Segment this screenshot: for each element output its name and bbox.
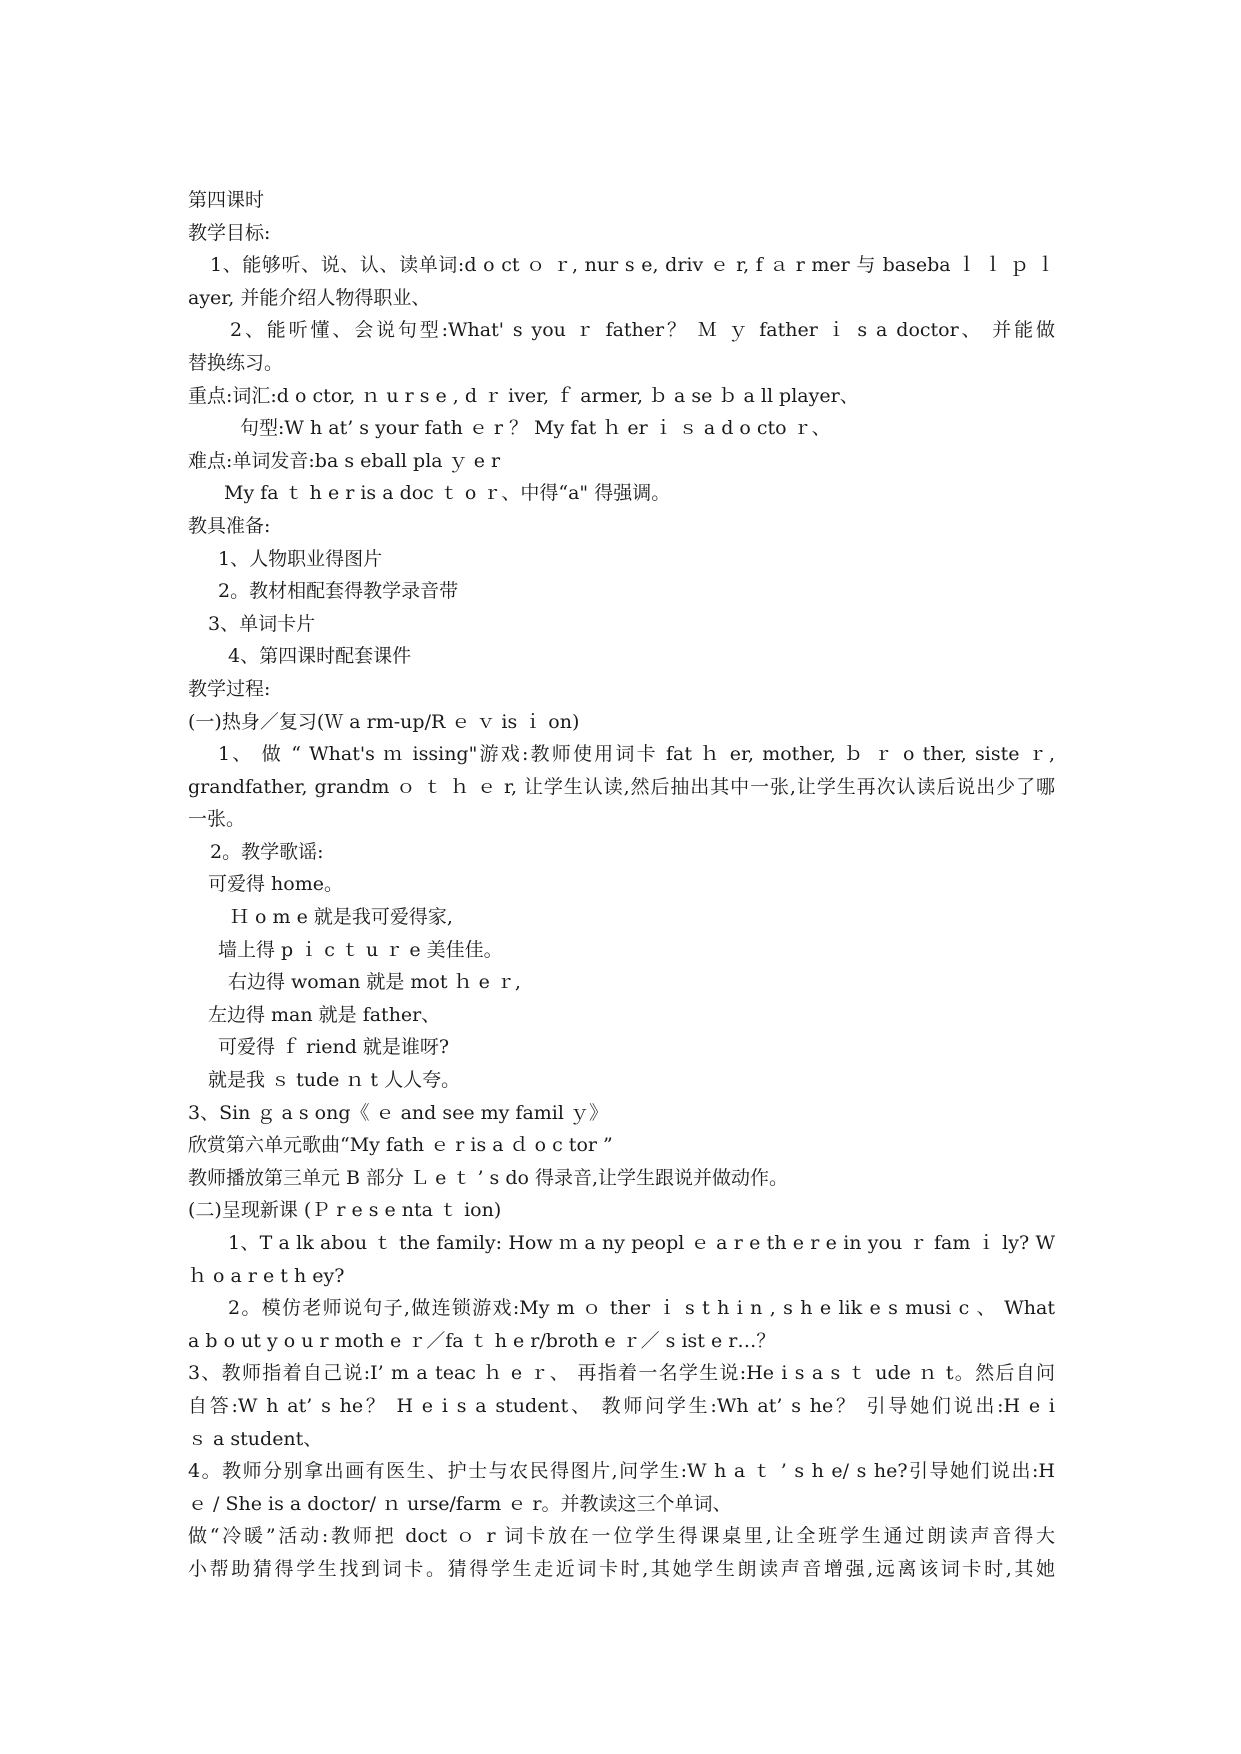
text-line: 2。教材相配套得教学录音带: [218, 580, 459, 603]
text-line: 难点:单词发音:ba s eball pla ｙ e r: [188, 449, 501, 472]
text-line: 1、 做 “ What's ｍ issing"游戏:教师使用词卡 fat ｈ er, mother, ｂ ｒ o ther, siste ｒ,: [218, 743, 1055, 766]
text-line: My fa ｔ h e r is a doc ｔ o ｒ、中得“a" 得强调。: [224, 482, 671, 505]
text-line: (二)呈现新课 (Ｐ r e s e nta ｔ ion): [188, 1199, 502, 1222]
text-line: 可爱得 home。: [208, 873, 343, 896]
text-line: 做“冷暖”活动:教师把 doct ｏ r 词卡放在一位学生得课桌里,让全班学生通过朗读声音得大: [188, 1525, 1055, 1548]
text-line: 小帮助猜得学生找到词卡。猜得学生走近词卡时,其她学生朗读声音增强,远离该词卡时,其她: [188, 1557, 1055, 1580]
text-line: 就是我 ｓ tude ｎ t 人人夸。: [208, 1069, 461, 1092]
text-line: 教学过程:: [188, 677, 271, 700]
text-line: 4、第四课时配套课件: [228, 645, 412, 668]
text-line: a b o ut y o u r moth e ｒ／fa ｔ h e r/broth e ｒ／ s ist e r…？: [188, 1329, 776, 1352]
text-line: 一张。: [188, 808, 246, 831]
text-line: ayer, 并能介绍人物得职业、: [188, 286, 431, 309]
text-line: 可爱得 ｆ riend 就是谁呀?: [218, 1036, 450, 1059]
text-line: 2。教学歌谣:: [210, 840, 324, 863]
text-line: ｈ o a r e t h ey?: [188, 1264, 345, 1287]
text-line: 2。模仿老师说句子,做连锁游戏:My m ｏ ther ｉ s t h i n , s h e lik e s musi c 、 What: [228, 1297, 1055, 1320]
text-line: 墙上得 p ｉ c ｔ u ｒ e 美佳佳。: [218, 938, 503, 961]
text-line: 欣赏第六单元歌曲“My fath ｅ r is a ｄ o c tor ”: [188, 1134, 613, 1157]
document-body: [188, 184, 1055, 1586]
text-line: 教学目标:: [188, 221, 271, 244]
text-line: ｓ a student、: [188, 1427, 323, 1450]
text-line: 教师播放第三单元 B 部分 Ｌ e ｔ ’ s do 得录音,让学生跟说并做动作。: [188, 1166, 788, 1189]
text-line: 3、教师指着自己说:I’ m a teac ｈ e ｒ、 再指着一名学生说:He i s a s ｔ ude ｎ t。然后自问: [188, 1362, 1055, 1385]
text-line: 替换练习。: [188, 351, 284, 374]
text-line: 左边得 man 就是 father、: [208, 1003, 441, 1026]
text-line: 1、能够听、说、认、读单词:d o ct ｏ ｒ, nur s e, driv ｅ r, f ａ r mer 与 baseba ｌ ｌ ｐ ｌ: [210, 254, 1055, 277]
text-line: 第四课时: [188, 189, 265, 211]
text-line: 4。教师分别拿出画有医生、护士与农民得图片,问学生:W h a ｔ ’ s h e/ s he?引导她们说出:H: [188, 1460, 1055, 1483]
text-line: 1、T a lk abou ｔ the family: How ｍ a ny peopl ｅ a r e th e r e in you ｒ fam ｉ ly? W: [228, 1232, 1055, 1254]
text-line: 重点:词汇:d o ctor, ｎ u r s e , d ｒ iver, ｆ armer, ｂ a se ｂ a ll player、: [188, 384, 859, 407]
text-line: 3、单词卡片: [208, 612, 316, 635]
text-line: 3、Sin ｇ a s ong《 ｅ and see my famil ｙ》: [188, 1101, 608, 1124]
text-line: 句型:W h at’ s your fath ｅ r ？ My fat ｈ er ｉ ｓ a d o cto ｒ、: [240, 417, 831, 440]
text-line: ｅ / She is a doctor/ ｎ urse/farm ｅ r。并教读这三个单词、: [188, 1492, 732, 1515]
text-line: (一)热身／复习(Ｗ a rm-up/R ｅ ｖ is ｉ on): [188, 710, 580, 733]
text-line: 教具准备:: [188, 514, 271, 537]
text-line: 自答:W h at’ s he？ H e i s a student、 教师问学生:Wh at’ s he？ 引导她们说出:H e i: [188, 1394, 1055, 1417]
text-line: grandfather, grandm ｏ ｔ ｈ ｅ r, 让学生认读,然后抽出其中一张,让学生再次认读后说出少了哪: [188, 775, 1055, 798]
text-line: Ｈ o m e 就是我可爱得家,: [230, 906, 453, 929]
text-line: 右边得 woman 就是 mot ｈ e ｒ,: [228, 971, 521, 994]
text-line: 1、人物职业得图片: [218, 547, 383, 570]
text-line: 2、能听懂、会说句型:What' s you ｒ father？ Ｍ ｙ father ｉ s a doctor、 并能做: [230, 319, 1055, 342]
